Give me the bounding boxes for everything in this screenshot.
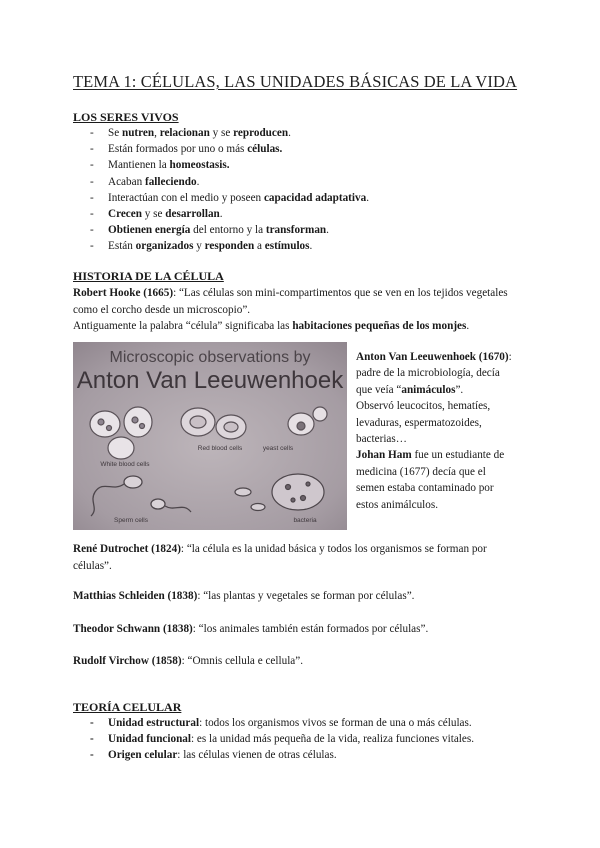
section-heading-historia: HISTORIA DE LA CÉLULA [73,269,224,283]
list-item: - Crecen y se desarrollan. [90,206,369,222]
hooke-paragraph: Robert Hooke (1665): “Las células son mini-compartimentos que se ven en los tejidos vegetales como el corcho desde un microscopio”. [73,287,508,316]
list-item: - Obtienen energía del entorno y la transforman. [90,222,369,238]
schleiden-paragraph: Matthias Schleiden (1838): “las plantas y vegetales se forman por células”. [73,590,415,602]
label-sperm-cells: Sperm cells [114,517,148,524]
teoria-list [90,715,474,764]
label-red-blood-cells: Red blood cells [197,445,243,452]
virchow-paragraph: Rudolf Virchow (1858): “Omnis cellula e cellula”. [73,655,304,667]
schwann-paragraph: Theodor Schwann (1838): “los animales también están formados por células”. [73,623,429,635]
list-item: - Se nutren, relacionan y se reproducen. [90,125,369,141]
list-item: - Están formados por uno o más células. [90,141,369,157]
section-heading-seres-vivos: LOS SERES VIVOS [73,110,179,124]
list-item: - Interactúan con el medio y poseen capacidad adaptativa. [90,190,369,206]
list-item: - Acaban falleciendo. [90,174,369,190]
list-item: - Unidad funcional: es la unidad más pequeña de la vida, realiza funciones vitales. [90,731,474,747]
label-bacteria: bacteria [293,517,317,524]
list-item: - Mantienen la homeostasis. [90,157,369,173]
label-white-blood-cells: White blood cells [100,461,150,468]
label-yeast-cells: yeast cells [262,445,294,452]
section-heading-teoria: TEORÍA CELULAR [73,700,182,714]
page-title: TEMA 1: CÉLULAS, LAS UNIDADES BÁSICAS DE LA VIDA [73,72,518,91]
leeuwenhoek-text-block: Anton Van Leeuwenhoek (1670): padre de la microbiología, decía que veía “animáculos”. Observó leucocitos, hematíes, levaduras, espermatozoides, bacterias… Johan Ham fue un estudiante de medicina (1677) decía que el semen estaba contaminado por estos animálculos. [356,351,512,511]
list-item: - Están organizados y responden a estímulos. [90,238,369,254]
antiguamente-paragraph: Antiguamente la palabra “célula” significaba las habitaciones pequeñas de los monjes. [73,320,470,332]
list-item: - Origen celular: las células vienen de otras células. [90,747,474,763]
leeuwenhoek-illustration [73,342,347,530]
illustration-title-line1: Microscopic observations by [109,349,311,366]
list-item: - Unidad estructural: todos los organismos vivos se forman de una o más células. [90,715,474,731]
seres-vivos-list [90,125,369,255]
dutrochet-paragraph: René Dutrochet (1824): “la célula es la unidad básica y todos los organismos se forman por células”. [73,543,487,572]
illustration-title-line2: Anton Van Leeuwenhoek [76,367,344,394]
